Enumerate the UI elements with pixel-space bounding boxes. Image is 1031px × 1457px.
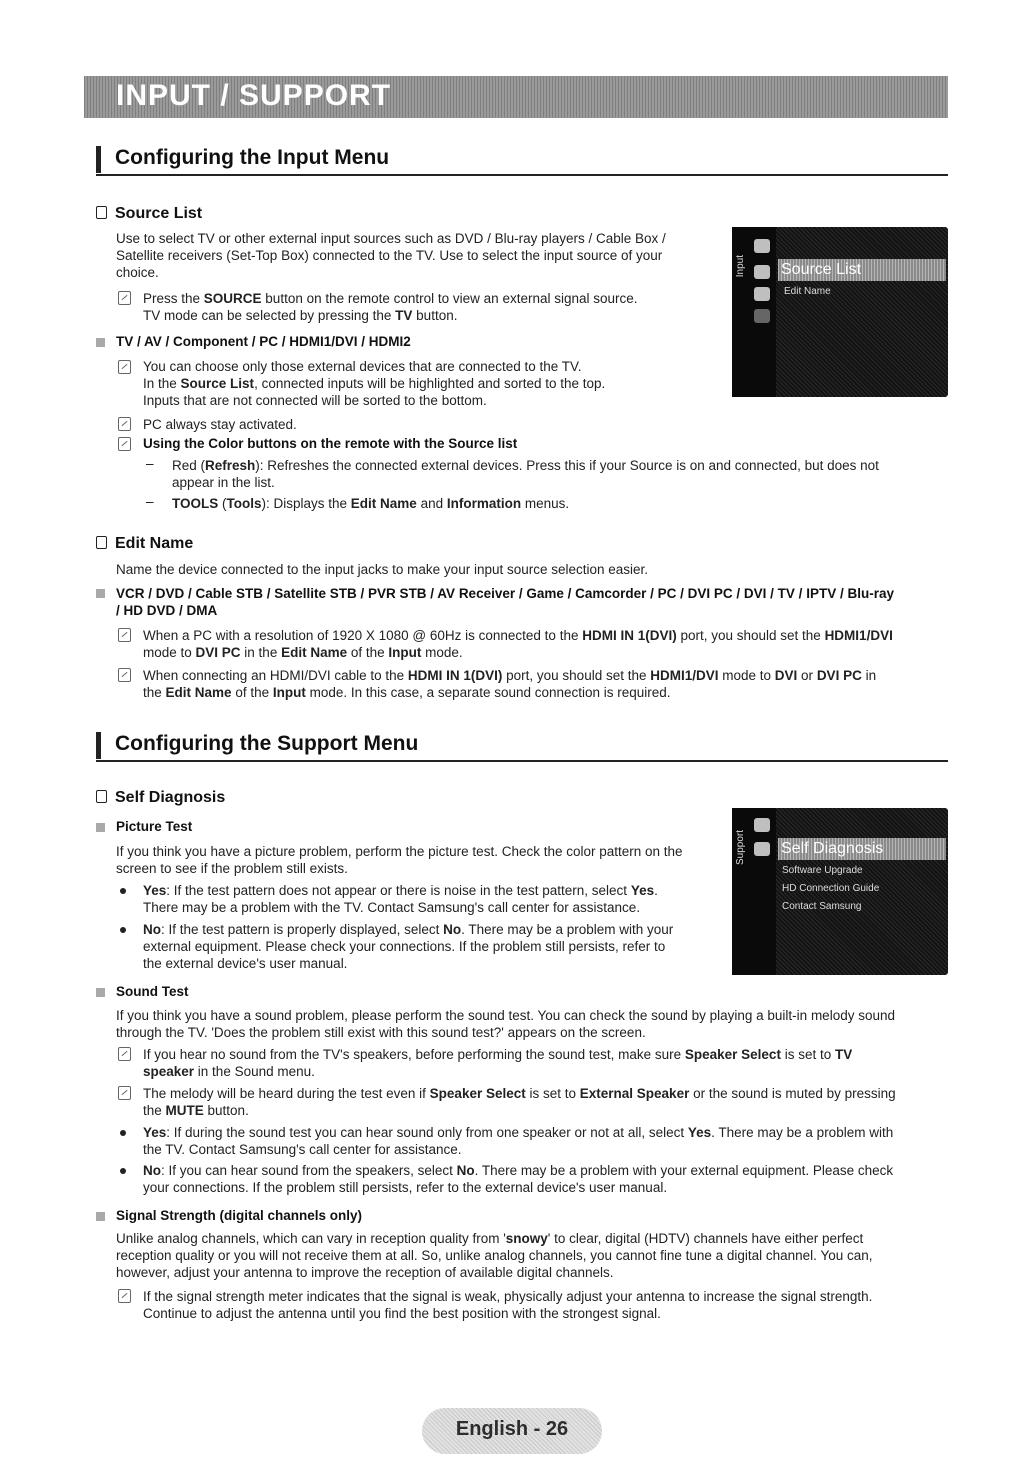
heading-bar — [96, 732, 101, 759]
page-number: English - 26 — [455, 1418, 569, 1440]
gear-icon — [754, 239, 770, 253]
sound-test-intro: If you think you have a sound problem, please perform the sound test. You can check the sound by playing a built-in melody sound through the TV. 'Does the problem still exist with this sound test?' appears on the screen. — [116, 1008, 895, 1040]
gray-square-icon — [96, 1212, 105, 1221]
checkbox-icon — [96, 206, 107, 219]
source-list-intro: Use to select TV or other external input sources such as DVD / Blu-ray players / Cable Box / Satellite receivers (Set-Top Box) connected to the TV. Use to select the input source of your choice. — [116, 231, 666, 280]
sound-test-yes: Yes: If during the sound test you can hear sound only from one speaker or not at all, select Yes. There may be a problem with the TV. Contact Samsung's call center for assistance. — [143, 1125, 894, 1157]
signal-strength-note: If the signal strength meter indicates that the signal is weak, physically adjust your antenna to increase the signal strength. Continue to adjust the antenna until you find the best position with the strongest signal. — [143, 1289, 873, 1321]
hdmi-dvi-note: When connecting an HDMI/DVI cable to the HDMI IN 1(DVI) port, you should set the HDMI1/DVI mode to DVI or DVI PC in the Edit Name of the Input mode. In this case, a separate sound connection is required. — [143, 668, 877, 700]
section-heading-support — [96, 732, 948, 762]
section-title: Configuring the Support Menu — [115, 732, 419, 755]
channel-icon — [754, 287, 770, 301]
sound-test-no: No: If you can hear sound from the speakers, select No. There may be a problem with your external equipment. Please check your connections. If the problem still persists, refer to the external device's user manual. — [143, 1163, 894, 1195]
bullet — [120, 1130, 126, 1136]
checkbox-icon — [96, 790, 107, 803]
monitor-icon — [754, 818, 770, 832]
sound-test-heading: Sound Test — [116, 984, 189, 999]
picture-test-yes: Yes: If the test pattern does not appear or there is noise in the test pattern, select Yes. There may be a problem with the TV. Contact Samsung's call center for assistance. — [143, 883, 658, 915]
picture-test-heading: Picture Test — [116, 819, 193, 834]
pc-resolution-note: When a PC with a resolution of 1920 X 1080 @ 60Hz is connected to the HDMI IN 1(DVI) port, you should set the HDMI1/DVI mode to DVI PC in the Edit Name of the Input mode. — [143, 628, 893, 660]
note-icon — [118, 437, 131, 451]
gray-square-icon — [96, 338, 105, 347]
tv-inputs-heading: TV / AV / Component / PC / HDMI1/DVI / HDMI2 — [116, 334, 411, 349]
bullet — [120, 927, 126, 933]
note-icon — [118, 1047, 131, 1061]
refresh-item: Red (Refresh): Refreshes the connected external devices. Press this if your Source is on and connected, but does not appear in the list. — [172, 458, 879, 490]
menu-selected-item: Self Diagnosis — [778, 838, 946, 860]
tools-item: TOOLS (Tools): Displays the Edit Name and Information menus. — [172, 496, 570, 511]
dash-marker: – — [146, 456, 154, 471]
bullet — [120, 1168, 126, 1174]
sound-test-note2: The melody will be heard during the test even if Speaker Select is set to External Speaker or the sound is muted by pressing the MUTE button. — [143, 1086, 896, 1118]
note-icon — [118, 1086, 131, 1100]
subheading-self-diagnosis: Self Diagnosis — [96, 789, 225, 807]
menu-selected-item: Source List — [778, 259, 946, 281]
edit-name-intro: Name the device connected to the input jacks to make your input source selection easier. — [116, 562, 649, 577]
banner-title: INPUT / SUPPORT — [116, 79, 392, 112]
input-menu-screenshot — [732, 227, 948, 397]
connected-note: You can choose only those external devices that are connected to the TV. In the Source List, connected inputs will be highlighted and sorted to the top. Inputs that are not connected will be sorted to the bottom. — [143, 359, 606, 408]
page-banner — [84, 76, 948, 118]
color-buttons-heading: Using the Color buttons on the remote with the Source list — [143, 436, 518, 451]
menu-side-label: Support — [735, 830, 746, 866]
pc-note: PC always stay activated. — [143, 417, 297, 432]
gray-square-icon — [96, 589, 105, 598]
section-heading-input — [96, 146, 948, 176]
subheading-edit-name: Edit Name — [96, 535, 193, 553]
support-icon — [754, 309, 770, 323]
section-title: Configuring the Input Menu — [115, 146, 390, 169]
checkbox-icon — [96, 536, 107, 549]
page-number-badge — [422, 1408, 602, 1454]
note-icon — [118, 1289, 131, 1303]
input-icon — [754, 265, 770, 279]
note-icon — [118, 360, 131, 374]
sound-test-note1: If you hear no sound from the TV's speakers, before performing the sound test, make sure Speaker Select is set to TV speaker in the Sound menu. — [143, 1047, 853, 1079]
dash-marker: – — [146, 494, 154, 509]
menu-item: Contact Samsung — [782, 901, 862, 912]
note-icon — [118, 417, 131, 431]
support-menu-screenshot — [732, 808, 948, 975]
support-icon — [754, 842, 770, 856]
gray-square-icon — [96, 988, 105, 997]
signal-strength-intro: Unlike analog channels, which can vary in reception quality from 'snowy' to clear, digital (HDTV) channels have either perfect reception quality or you will not receive them at all. So, unlike analog channels, you cannot fine tune a digital channel. You can, however, adjust your antenna to improve the reception of available digital channels. — [116, 1231, 873, 1280]
note-icon — [118, 291, 131, 305]
picture-test-intro: If you think you have a picture problem, perform the picture test. Check the color pattern on the screen to see if the problem still exists. — [116, 844, 683, 876]
note-icon — [118, 668, 131, 682]
note-icon — [118, 628, 131, 642]
source-note: Press the SOURCE button on the remote control to view an external signal source. TV mode can be selected by pressing the TV button. — [143, 291, 638, 323]
menu-item: HD Connection Guide — [782, 883, 880, 894]
gray-square-icon — [96, 823, 105, 832]
device-list: VCR / DVD / Cable STB / Satellite STB / PVR STB / AV Receiver / Game / Camcorder / PC / DVI PC / DVI / TV / IPTV / Blu-ray / HD DVD / DMA — [116, 586, 894, 618]
menu-item: Software Upgrade — [782, 865, 863, 876]
heading-bar — [96, 146, 101, 173]
bullet — [120, 888, 126, 894]
menu-item: Edit Name — [784, 286, 831, 297]
subheading-source-list: Source List — [96, 205, 202, 223]
picture-test-no: No: If the test pattern is properly displayed, select No. There may be a problem with your external equipment. Please check your connections. If the problem still persists, refer to the external device's user manual. — [143, 922, 674, 971]
menu-side-label: Input — [735, 255, 746, 278]
signal-strength-heading: Signal Strength (digital channels only) — [116, 1208, 363, 1223]
